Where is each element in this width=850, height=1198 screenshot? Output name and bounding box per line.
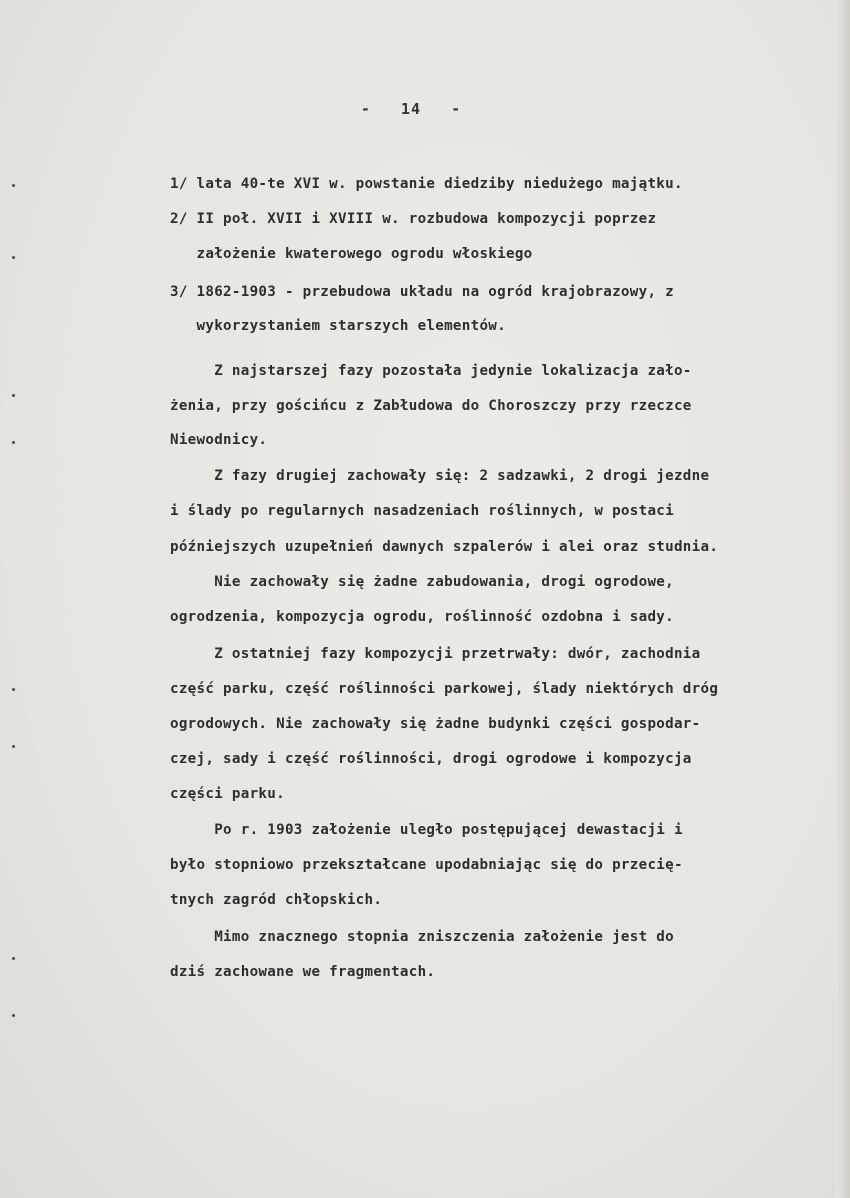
text-line: 2/ II poł. XVII i XVIII w. rozbudowa kompozycji poprzez [170,211,657,227]
text-line: wykorzystaniem starszych elementów. [170,318,506,334]
text-line: części parku. [170,786,285,802]
text-line: późniejszych uzupełnień dawnych szpalerów i alei oraz studnia. [170,539,719,555]
page-edge-shadow [836,0,850,1198]
text-line: było stopniowo przekształcane upodabniając się do przecię- [170,857,683,873]
punch-hole [12,1014,15,1017]
punch-hole [12,745,15,748]
text-line: i ślady po regularnych nasadzeniach roślinnych, w postaci [170,503,674,519]
text-line: czej, sady i część roślinności, drogi ogrodowe i kompozycja [170,751,692,767]
text-line: część parku, część roślinności parkowej, ślady niektórych dróg [170,681,719,697]
text-line: Mimo znacznego stopnia zniszczenia założenie jest do [170,929,674,945]
text-line: Niewodnicy. [170,432,268,448]
punch-hole [12,441,15,444]
text-line: Nie zachowały się żadne zabudowania, drogi ogrodowe, [170,574,674,590]
punch-hole [12,688,15,691]
text-line: żenia, przy gościńcu z Zabłudowa do Choroszczy przy rzeczce [170,398,692,414]
punch-hole [12,394,15,397]
text-line: Po r. 1903 założenie uległo postępującej dewastacji i [170,822,683,838]
text-line: ogrodzenia, kompozycja ogrodu, roślinność ozdobna i sady. [170,609,674,625]
punch-hole [12,957,15,960]
text-line: ogrodowych. Nie zachowały się żadne budynki części gospodar- [170,716,701,732]
text-line: dziś zachowane we fragmentach. [170,964,436,980]
text-line: 3/ 1862-1903 - przebudowa układu na ogród krajobrazowy, z [170,284,674,300]
punch-hole [12,256,15,259]
text-line: Z fazy drugiej zachowały się: 2 sadzawki, 2 drogi jezdne [170,468,710,484]
text-line: Z najstarszej fazy pozostała jedynie lokalizacja zało- [170,363,692,379]
text-line: tnych zagród chłopskich. [170,892,383,908]
punch-hole [12,184,15,187]
page-number: - 14 - [360,100,462,118]
text-line: 1/ lata 40-te XVI w. powstanie diedziby niedużego majątku. [170,176,683,192]
text-line: założenie kwaterowego ogrodu włoskiego [170,246,533,262]
text-line: Z ostatniej fazy kompozycji przetrwały: dwór, zachodnia [170,646,701,662]
